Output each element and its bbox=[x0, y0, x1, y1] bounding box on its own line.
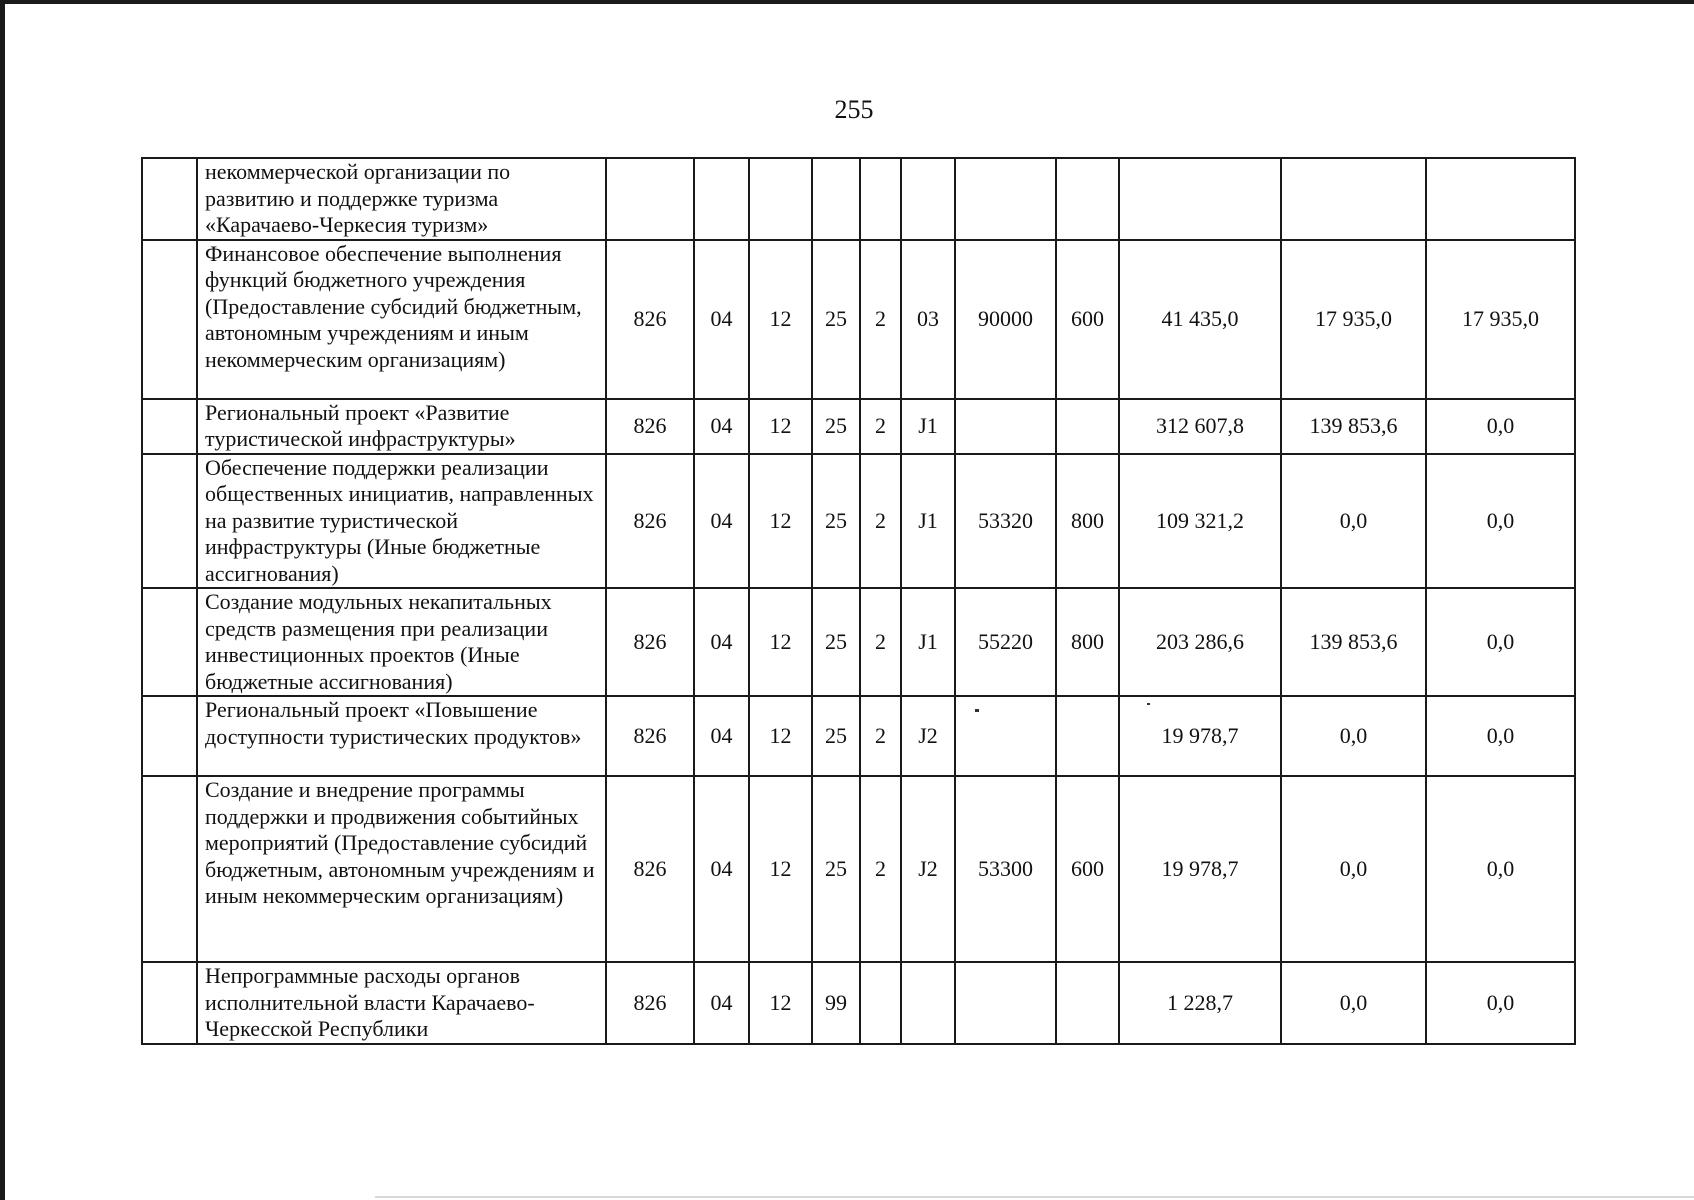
ministry-code-cell: 826 bbox=[606, 776, 694, 962]
amount-year-2-cell: 139 853,6 bbox=[1281, 399, 1426, 454]
program-code-cell: 25 bbox=[812, 399, 860, 454]
table-row bbox=[142, 399, 1575, 454]
description-cell: Создание модульных некапитальных средств размещения при реализации инвестиционных проектов (Иные бюджетные ассигнования) bbox=[197, 588, 606, 696]
subprogram-code-cell: 2 bbox=[860, 588, 901, 696]
amount-year-1-cell: 109 321,2 bbox=[1119, 454, 1281, 589]
amount-year-3-cell: 0,0 bbox=[1426, 454, 1575, 589]
row-number-cell bbox=[142, 240, 197, 399]
amount-year-2-cell: 0,0 bbox=[1281, 962, 1426, 1044]
subprogram-code-cell: 2 bbox=[860, 454, 901, 589]
subsection-code-cell: 12 bbox=[749, 399, 812, 454]
amount-year-1-cell: 312 607,8 bbox=[1119, 399, 1281, 454]
scan-top-edge bbox=[0, 0, 1694, 4]
direction-code-cell: 53300 bbox=[955, 776, 1056, 962]
program-code-cell bbox=[812, 158, 860, 240]
scan-bottom-edge bbox=[375, 1196, 1694, 1198]
table-row bbox=[142, 240, 1575, 399]
amount-year-3-cell: 0,0 bbox=[1426, 588, 1575, 696]
event-code-cell bbox=[901, 962, 955, 1044]
section-code-cell: 04 bbox=[694, 776, 749, 962]
amount-year-3-cell bbox=[1426, 158, 1575, 240]
event-code-cell: J2 bbox=[901, 696, 955, 776]
section-code-cell: 04 bbox=[694, 240, 749, 399]
row-number-cell bbox=[142, 776, 197, 962]
table-row bbox=[142, 158, 1575, 240]
ministry-code-cell: 826 bbox=[606, 454, 694, 589]
program-code-cell: 99 bbox=[812, 962, 860, 1044]
event-code-cell: J2 bbox=[901, 776, 955, 962]
event-code-cell: J1 bbox=[901, 454, 955, 589]
amount-year-2-cell bbox=[1281, 158, 1426, 240]
amount-year-2-cell: 0,0 bbox=[1281, 696, 1426, 776]
table-row bbox=[142, 454, 1575, 589]
expense-type-code-cell: 600 bbox=[1056, 776, 1119, 962]
scan-left-edge bbox=[0, 0, 5, 1200]
program-code-cell: 25 bbox=[812, 454, 860, 589]
event-code-cell: J1 bbox=[901, 588, 955, 696]
amount-year-2-cell: 17 935,0 bbox=[1281, 240, 1426, 399]
amount-year-1-cell: 19 978,7 bbox=[1119, 776, 1281, 962]
expense-type-code-cell bbox=[1056, 962, 1119, 1044]
subprogram-code-cell: 2 bbox=[860, 399, 901, 454]
row-number-cell bbox=[142, 454, 197, 589]
section-code-cell: 04 bbox=[694, 696, 749, 776]
section-code-cell: 04 bbox=[694, 399, 749, 454]
expense-type-code-cell: 800 bbox=[1056, 588, 1119, 696]
table-row bbox=[142, 588, 1575, 696]
section-code-cell bbox=[694, 158, 749, 240]
subprogram-code-cell bbox=[860, 962, 901, 1044]
ministry-code-cell: 826 bbox=[606, 399, 694, 454]
table-row bbox=[142, 962, 1575, 1044]
amount-year-3-cell: 17 935,0 bbox=[1426, 240, 1575, 399]
amount-year-1-cell bbox=[1119, 158, 1281, 240]
subsection-code-cell bbox=[749, 158, 812, 240]
ministry-code-cell: 826 bbox=[606, 962, 694, 1044]
description-cell: Финансовое обеспечение выполнения функций бюджетного учреждения (Предоставление субсидий бюджетным, автономным учреждениям и иным некоммерческим организациям) bbox=[197, 240, 606, 399]
ministry-code-cell bbox=[606, 158, 694, 240]
expense-type-code-cell bbox=[1056, 696, 1119, 776]
direction-code-cell bbox=[955, 399, 1056, 454]
description-cell: Обеспечение поддержки реализации общественных инициатив, направленных на развитие туристической инфраструктуры (Иные бюджетные ассигнования) bbox=[197, 454, 606, 589]
amount-year-1-cell: 1 228,7 bbox=[1119, 962, 1281, 1044]
program-code-cell: 25 bbox=[812, 776, 860, 962]
amount-year-2-cell: 0,0 bbox=[1281, 454, 1426, 589]
section-code-cell: 04 bbox=[694, 588, 749, 696]
description-cell: Непрограммные расходы органов исполнительной власти Карачаево-Черкесской Республики bbox=[197, 962, 606, 1044]
description-cell: некоммерческой организации по развитию и поддержке туризма «Карачаево-Черкесия туризм» bbox=[197, 158, 606, 240]
expense-type-code-cell: 600 bbox=[1056, 240, 1119, 399]
subprogram-code-cell: 2 bbox=[860, 240, 901, 399]
subsection-code-cell: 12 bbox=[749, 696, 812, 776]
row-number-cell bbox=[142, 962, 197, 1044]
program-code-cell: 25 bbox=[812, 588, 860, 696]
direction-code-cell bbox=[955, 962, 1056, 1044]
section-code-cell: 04 bbox=[694, 962, 749, 1044]
subsection-code-cell: 12 bbox=[749, 588, 812, 696]
direction-code-cell bbox=[955, 158, 1056, 240]
subprogram-code-cell: 2 bbox=[860, 696, 901, 776]
ministry-code-cell: 826 bbox=[606, 588, 694, 696]
expense-type-code-cell bbox=[1056, 399, 1119, 454]
page-number: 255 bbox=[834, 95, 874, 124]
subsection-code-cell: 12 bbox=[749, 454, 812, 589]
subsection-code-cell: 12 bbox=[749, 776, 812, 962]
amount-year-2-cell: 139 853,6 bbox=[1281, 588, 1426, 696]
amount-year-3-cell: 0,0 bbox=[1426, 962, 1575, 1044]
row-number-cell bbox=[142, 588, 197, 696]
ministry-code-cell: 826 bbox=[606, 240, 694, 399]
program-code-cell: 25 bbox=[812, 240, 860, 399]
direction-code-cell bbox=[955, 696, 1056, 776]
description-cell: Создание и внедрение программы поддержки и продвижения событийных мероприятий (Предоставление субсидий бюджетным, автономным учреждениям и иным некоммерческим организациям) bbox=[197, 776, 606, 962]
event-code-cell: 03 bbox=[901, 240, 955, 399]
event-code-cell: J1 bbox=[901, 399, 955, 454]
program-code-cell: 25 bbox=[812, 696, 860, 776]
amount-year-3-cell: 0,0 bbox=[1426, 776, 1575, 962]
amount-year-3-cell: 0,0 bbox=[1426, 696, 1575, 776]
description-cell: Региональный проект «Развитие туристической инфраструктуры» bbox=[197, 399, 606, 454]
expense-type-code-cell bbox=[1056, 158, 1119, 240]
amount-year-1-cell: 203 286,6 bbox=[1119, 588, 1281, 696]
amount-year-1-cell: 19 978,7 bbox=[1119, 696, 1281, 776]
row-number-cell bbox=[142, 399, 197, 454]
subprogram-code-cell: 2 bbox=[860, 776, 901, 962]
direction-code-cell: 55220 bbox=[955, 588, 1056, 696]
expense-type-code-cell: 800 bbox=[1056, 454, 1119, 589]
row-number-cell bbox=[142, 158, 197, 240]
description-cell: Региональный проект «Повышение доступности туристических продуктов» bbox=[197, 696, 606, 776]
subsection-code-cell: 12 bbox=[749, 962, 812, 1044]
row-number-cell bbox=[142, 696, 197, 776]
subprogram-code-cell bbox=[860, 158, 901, 240]
budget-table bbox=[141, 157, 1576, 1045]
table-row bbox=[142, 696, 1575, 776]
amount-year-1-cell: 41 435,0 bbox=[1119, 240, 1281, 399]
table-row bbox=[142, 776, 1575, 962]
direction-code-cell: 90000 bbox=[955, 240, 1056, 399]
section-code-cell: 04 bbox=[694, 454, 749, 589]
amount-year-2-cell: 0,0 bbox=[1281, 776, 1426, 962]
direction-code-cell: 53320 bbox=[955, 454, 1056, 589]
subsection-code-cell: 12 bbox=[749, 240, 812, 399]
ministry-code-cell: 826 bbox=[606, 696, 694, 776]
amount-year-3-cell: 0,0 bbox=[1426, 399, 1575, 454]
event-code-cell bbox=[901, 158, 955, 240]
